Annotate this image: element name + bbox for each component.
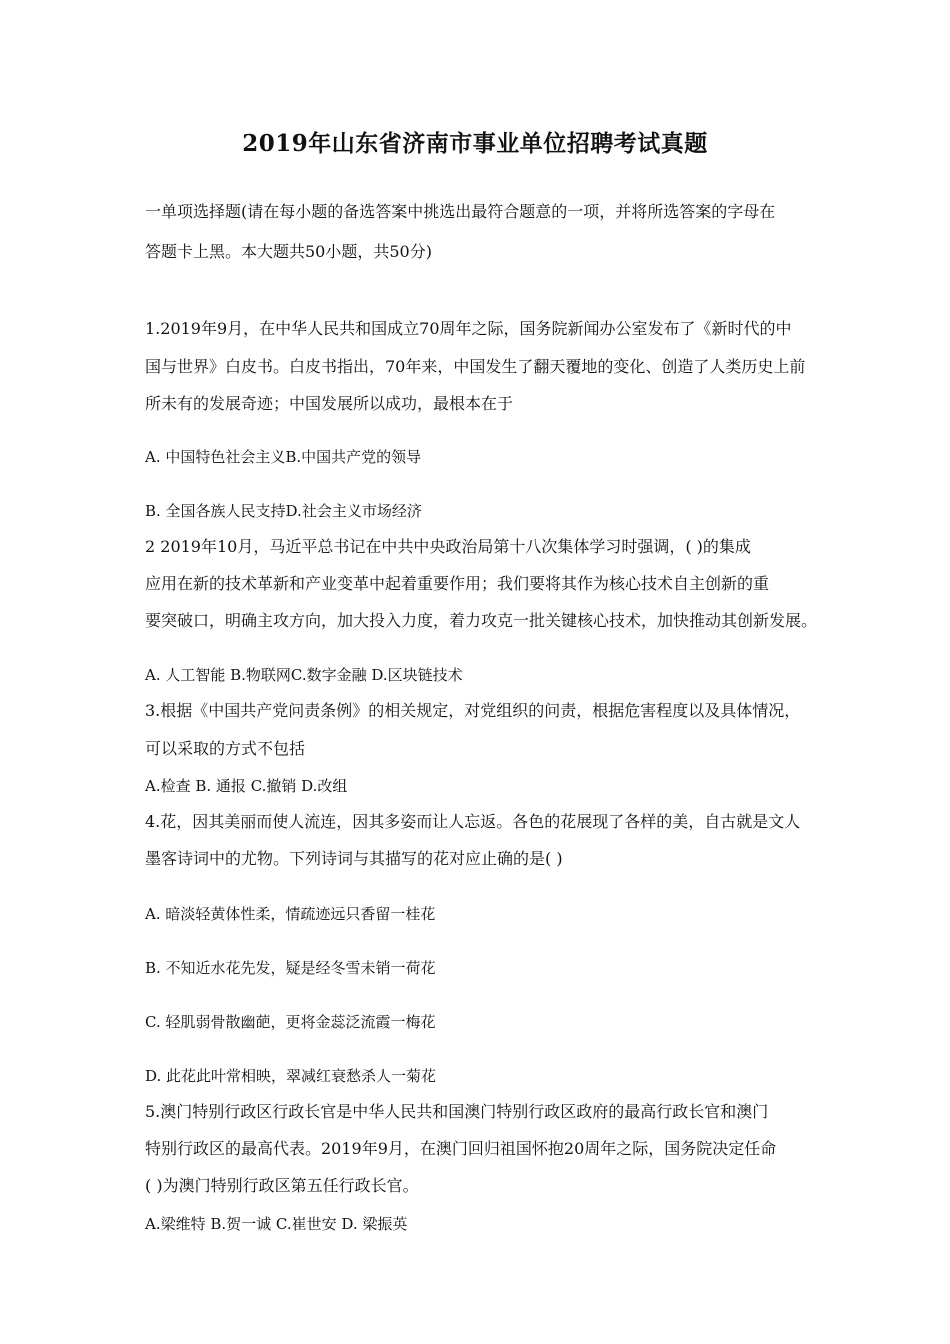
question-4-option: D. 此花此叶常相映，翠减红衰愁杀人一菊花 — [145, 1067, 437, 1085]
question-5-line: 特别行政区的最高代表。2019年9月，在澳门回归祖国怀抱20周年之际，国务院决定任命 — [145, 1139, 777, 1158]
question-2-options: A. 人工智能 B.物联网C.数字金融 D.区块链技术 — [145, 666, 463, 684]
question-3-line: 可以采取的方式不包括 — [145, 739, 306, 758]
question-2-line: 2 2019年10月，马近平总书记在中共中央政治局第十八次集体学习时强调，( )的集成 — [145, 537, 751, 556]
question-4-line: 4.花，因其美丽而使人流连，因其多姿而让人忘返。各色的花展现了各样的美，自古就是文人 — [145, 812, 801, 831]
question-2-line: 要突破口，明确主攻方向，加大投入力度，着力攻克一批关键核心技术，加快推动其创新发展。 — [145, 611, 818, 630]
intro-line: 答题卡上黑。本大题共50小题，共50分) — [145, 242, 432, 261]
question-3-options: A.检查 B. 通报 C.撤销 D.改组 — [145, 777, 348, 795]
question-1-line: 1.2019年9月，在中华人民共和国成立70周年之际，国务院新闻办公室发布了《新时代的中 — [145, 319, 792, 338]
question-4-option: B. 不知近水花先发，疑是经冬雪未销一荷花 — [145, 959, 436, 977]
question-1-line: 所未有的发展奇迹；中国发展所以成功，最根本在于 — [145, 394, 514, 413]
question-5-options: A.梁维特 B.贺一诚 C.崔世安 D. 梁振英 — [145, 1215, 408, 1233]
question-2-line: 应用在新的技术革新和产业变革中起着重要作用；我们要将其作为核心技术自主创新的重 — [145, 574, 770, 593]
question-1-line: 国与世界》白皮书。白皮书指出，70年来，中国发生了翻天覆地的变化、创造了人类历史上前 — [145, 357, 806, 376]
question-4-line: 墨客诗词中的尤物。下列诗词与其描写的花对应止确的是( ) — [145, 849, 563, 868]
question-3-line: 3.根据《中国共产党问责条例》的相关规定，对党组织的问责，根据危害程度以及具体情况， — [145, 701, 801, 720]
question-1-options: A. 中国特色社会主义B.中国共产党的领导 — [145, 448, 422, 466]
question-4-option: A. 暗淡轻黄体性柔，情疏迹远只香留一桂花 — [145, 905, 436, 923]
page-title: 2019年山东省济南市事业单位招聘考试真题 — [242, 130, 708, 157]
intro-line: 一单项选择题(请在每小题的备选答案中挑选出最符合题意的一项，并将所选答案的字母在 — [145, 202, 776, 221]
question-5-line: 5.澳门特别行政区行政长官是中华人民共和国澳门特别行政区政府的最高行政长官和澳门 — [145, 1102, 769, 1121]
question-5-line: ( )为澳门特别行政区第五任行政长官。 — [145, 1176, 419, 1195]
question-1-options: B. 全国各族人民支持D.社会主义市场经济 — [145, 502, 422, 520]
question-4-option: C. 轻肌弱骨散幽葩，更将金蕊泛流霞一梅花 — [145, 1013, 436, 1031]
